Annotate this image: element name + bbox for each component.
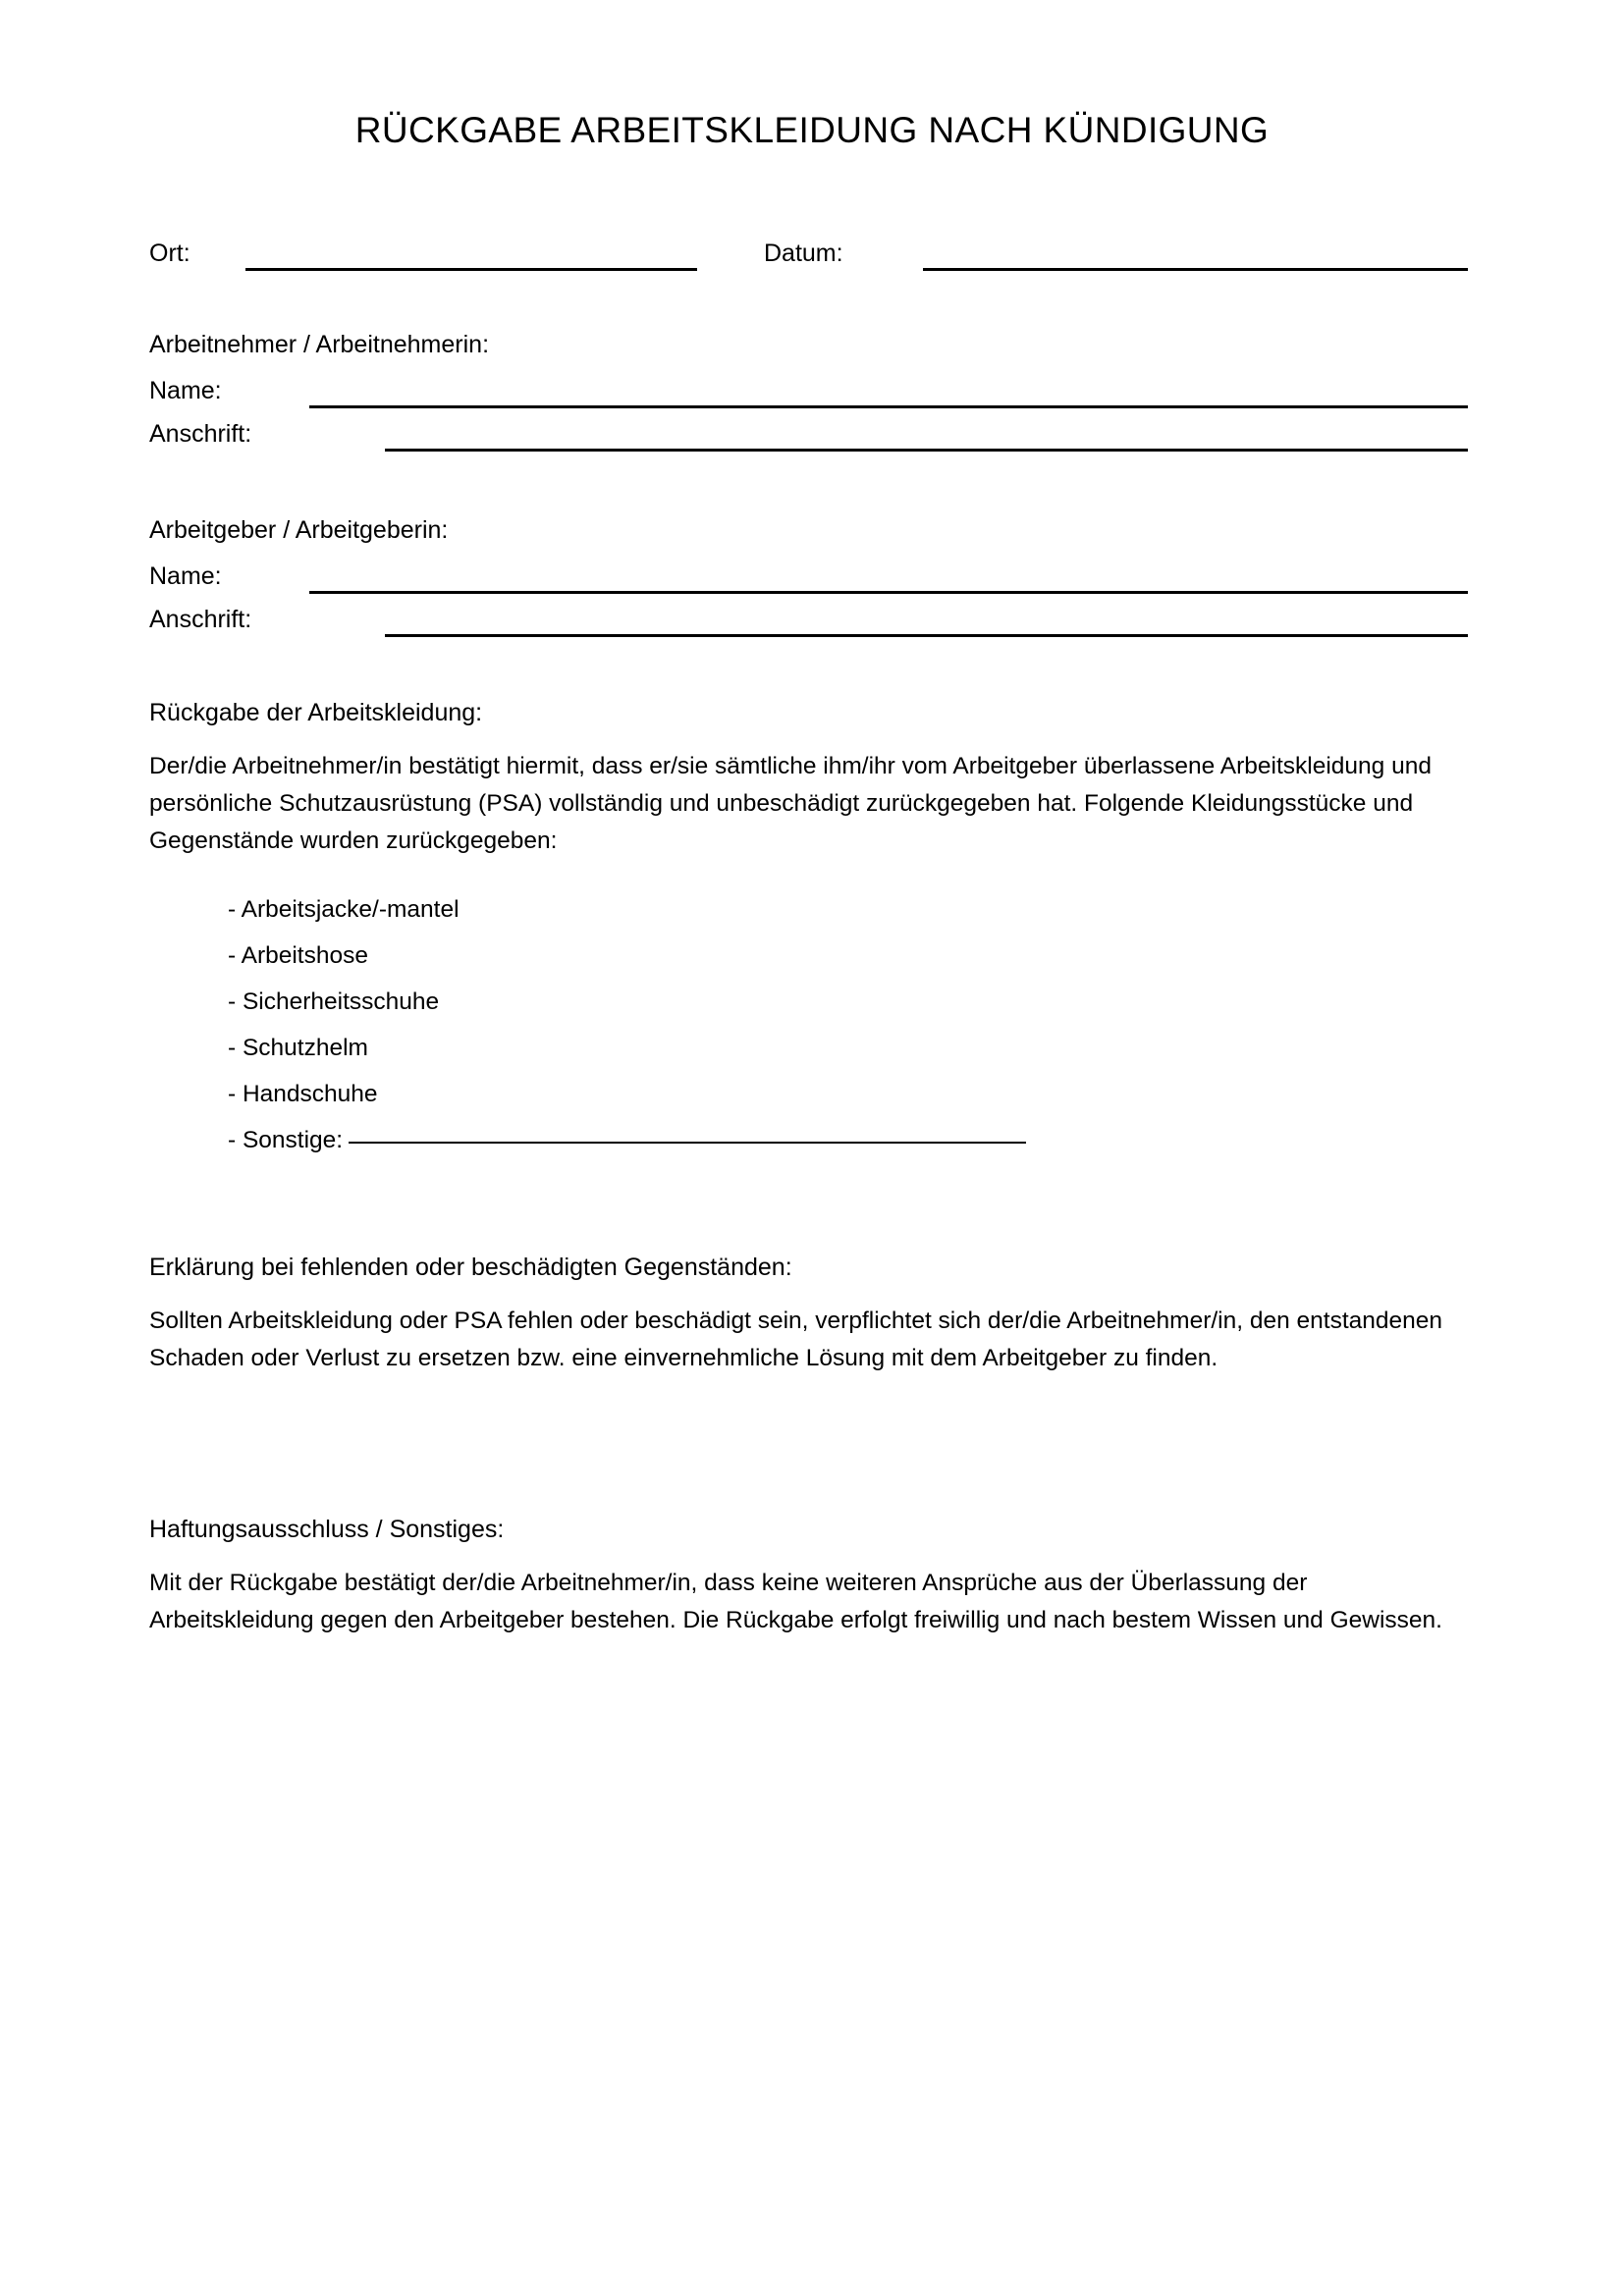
return-section-heading: Rückgabe der Arbeitskleidung: — [149, 699, 483, 726]
employer-address-input-line[interactable] — [385, 634, 1468, 637]
liability-section-paragraph: Mit der Rückgabe bestätigt der/die Arbeitnehmer/in, dass keine weiteren Ansprüche aus der Überlassung der Arbeitskleidung gegen den Arbeitgeber bestehen. Die Rückgabe erfolgt freiwillig und nach bestem Wissen und Gewissen. — [149, 1570, 1442, 1633]
sonstige-input-line[interactable] — [349, 1142, 1026, 1144]
employee-address-input-line[interactable] — [385, 449, 1468, 452]
list-item: - Arbeitsjacke/-mantel — [228, 896, 460, 923]
list-item: - Handschuhe — [228, 1081, 378, 1107]
list-item: - Schutzhelm — [228, 1035, 368, 1061]
employee-name-label: Name: — [149, 377, 222, 404]
list-item: - Arbeitshose — [228, 942, 368, 969]
employer-block-heading: Arbeitgeber / Arbeitgeberin: — [149, 516, 449, 544]
list-item-other — [228, 1117, 1026, 1163]
missing-section-paragraph: Sollten Arbeitskleidung oder PSA fehlen oder beschädigt sein, verpflichtet sich der/die Arbeitnehmer/in, den entstandenen Schaden oder Verlust zu ersetzen bzw. eine einvernehmliche Lösung mit dem Arbeitgeber zu finden. — [149, 1308, 1443, 1371]
return-section-paragraph: Der/die Arbeitnehmer/in bestätigt hiermit, dass er/sie sämtliche ihm/ihr vom Arbeitgeber überlassene Arbeitskleidung und persönliche Schutzausrüstung (PSA) vollständig und unbeschädigt zurückgegeben hat. Folgende Kleidungsstücke und Gegenstände wurden zurückgegeben: — [149, 753, 1432, 854]
employer-name-label: Name: — [149, 562, 222, 590]
employee-name-input-line[interactable] — [309, 405, 1468, 408]
liability-section-heading: Haftungsausschluss / Sonstiges: — [149, 1516, 505, 1543]
sonstige-label: - Sonstige: — [228, 1127, 344, 1153]
employer-address-label: Anschrift: — [149, 606, 252, 633]
ort-input-line[interactable] — [245, 268, 697, 271]
missing-section-heading: Erklärung bei fehlenden oder beschädigten Gegenständen: — [149, 1254, 792, 1281]
datum-label: Datum: — [764, 240, 843, 267]
employee-block-heading: Arbeitnehmer / Arbeitnehmerin: — [149, 331, 490, 358]
ort-label: Ort: — [149, 240, 190, 267]
list-item: - Sicherheitsschuhe — [228, 988, 440, 1015]
returned-items-list — [228, 886, 1026, 1163]
employer-name-input-line[interactable] — [309, 591, 1468, 594]
datum-input-line[interactable] — [923, 268, 1468, 271]
employee-address-label: Anschrift: — [149, 420, 252, 448]
page-title: RÜCKGABE ARBEITSKLEIDUNG NACH KÜNDIGUNG — [354, 110, 1270, 150]
